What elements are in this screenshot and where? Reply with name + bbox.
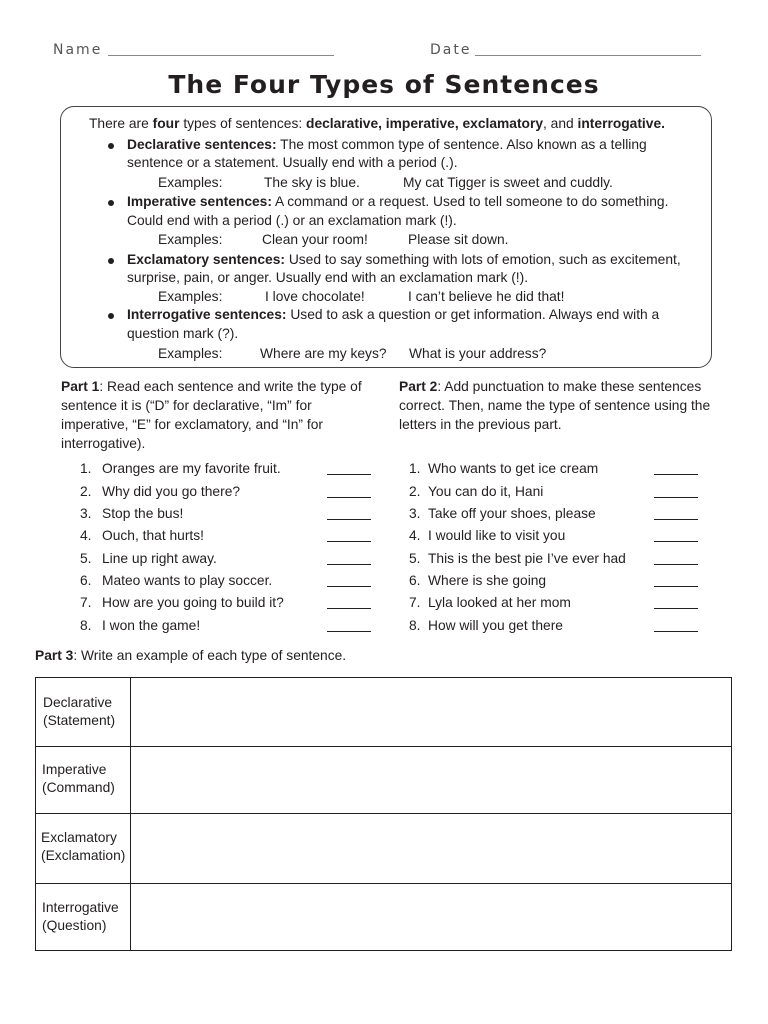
answer-cell-interrogative[interactable] [132,885,730,949]
row-label-interrogative [42,899,119,935]
part1-item-number: 4. [80,528,92,543]
answer-cell-declarative[interactable] [132,680,730,744]
bullet-icon [108,313,114,319]
date-label: Date [430,42,472,58]
part1-item-text: Oranges are my favorite fruit. [102,461,281,476]
part1-answer-blank[interactable] [327,631,371,632]
part1-answer-blank[interactable] [327,586,371,587]
part1-answer-blank[interactable] [327,608,371,609]
answer-cell-exclamatory[interactable] [132,815,730,881]
bullet-icon [108,143,114,149]
part1-item-text: How are you going to build it? [102,595,284,610]
declarative-example-2: My cat Tigger is sweet and cuddly. [403,175,613,190]
row-label-line1: Imperative [42,762,107,777]
part1-answer-blank[interactable] [327,497,371,498]
part1-instructions-line2: sentence it is (“D” for declarative, “Im” for [61,398,312,413]
interrogative-def-line1 [127,306,659,324]
part2-answer-blank[interactable] [654,586,698,587]
part2-answer-blank[interactable] [654,631,698,632]
interrogative-example-2: What is your address? [409,346,547,361]
interrogative-line1-text: Used to ask a question or get information. Always end with a [286,307,660,322]
imperative-example-2: Please sit down. [408,232,509,247]
part2-item-number: 5. [409,551,421,566]
declarative-def-line2: sentence or a statement. Usually end with a period (.). [127,155,458,170]
part1-item-text: Stop the bus! [102,506,184,521]
table-row-divider [36,746,731,747]
part1-item-number: 5. [80,551,92,566]
intro-and: , and [543,116,578,131]
part1-answer-blank[interactable] [327,474,371,475]
intro-four: four [152,116,180,131]
imperative-example-1: Clean your room! [262,232,368,247]
exclamatory-def-line1 [127,251,681,269]
imperative-def-line2: Could end with a period (.) or an exclamation mark (!). [127,213,457,228]
date-field[interactable] [475,55,701,56]
row-label-exclamatory [41,829,125,865]
exclamatory-examples-label: Examples: [158,289,223,304]
row-label-line1: Declarative [43,695,113,710]
part2-item-number: 8. [409,618,421,633]
exclamatory-example-2: I can’t believe he did that! [408,289,565,304]
exclamatory-term: Exclamatory sentences: [127,252,285,267]
part2-item-number: 6. [409,573,421,588]
row-label-line2: (Exclamation) [41,848,126,863]
part2-item-number: 1. [409,461,421,476]
declarative-examples-label: Examples: [158,175,223,190]
part1-item-text: Line up right away. [102,551,217,566]
imperative-def-line1 [127,193,668,211]
bullet-icon [108,258,114,264]
part1-item-number: 3. [80,506,92,521]
part1-item-text: Ouch, that hurts! [102,528,204,543]
part2-instructions-line3: letters in the previous part. [399,417,562,432]
row-label-declarative [43,694,115,730]
declarative-term: Declarative sentences: [127,137,277,152]
exclamatory-example-1: I love chocolate! [265,289,365,304]
name-field[interactable] [108,55,334,56]
table-row-divider [36,883,731,884]
part2-answer-blank[interactable] [654,474,698,475]
page-title: The Four Types of Sentences [168,70,600,99]
part2-answer-blank[interactable] [654,608,698,609]
table-row-divider [36,813,731,814]
part1-instructions-line4: interrogative). [61,436,146,451]
part1-item-number: 7. [80,595,92,610]
part3-label: Part 3 [35,648,74,663]
part3-instructions [35,647,346,665]
part2-item-number: 7. [409,595,421,610]
row-label-line2: (Question) [42,918,107,933]
interrogative-example-1: Where are my keys? [260,346,387,361]
part1-instructions-line1 [61,378,362,396]
table-column-divider [130,678,131,950]
declarative-line1-text: The most common type of sentence. Also known as a telling [276,137,647,152]
part2-item-text: You can do it, Hani [428,484,544,499]
exclamatory-line1-text: Used to say something with lots of emotion, such as excitement, [284,252,681,267]
part2-item-number: 2. [409,484,421,499]
declarative-def-line1 [127,136,647,154]
part1-item-text: Mateo wants to play soccer. [102,573,273,588]
part1-label: Part 1 [61,379,100,394]
bullet-icon [108,200,114,206]
answer-cell-imperative[interactable] [132,748,730,811]
part2-answer-blank[interactable] [654,564,698,565]
interrogative-def-line2: question mark (?). [127,326,239,341]
part2-line1-text: : Add punctuation to make these sentences [437,379,702,394]
part2-answer-blank[interactable] [654,497,698,498]
part1-line1-text: : Read each sentence and write the type of [99,379,362,394]
part2-item-text: This is the best pie I’ve ever had [428,551,626,566]
intro-pre: There are [89,116,153,131]
interrogative-examples-label: Examples: [158,346,223,361]
part1-item-text: Why did you go there? [102,484,241,499]
part1-instructions-line3: imperative, “E” for exclamatory, and “In” for [61,417,323,432]
row-label-imperative [42,761,115,797]
imperative-term: Imperative sentences: [127,194,272,209]
intro-mid: types of sentences: [179,116,307,131]
part2-item-text: Where is she going [428,573,547,588]
part1-item-number: 6. [80,573,92,588]
intro-last: interrogative. [577,116,665,131]
part3-text: : Write an example of each type of sentence. [73,648,347,663]
imperative-examples-label: Examples: [158,232,223,247]
row-label-line1: Exclamatory [41,830,117,845]
part2-answer-blank[interactable] [654,519,698,520]
exclamatory-def-line2: surprise, pain, or anger. Usually end with an exclamation mark (!). [127,270,529,285]
part2-instructions-line2: correct. Then, name the type of sentence using the [399,398,711,413]
row-label-line2: (Command) [42,780,115,795]
part1-answer-blank[interactable] [327,541,371,542]
part2-item-number: 4. [409,528,421,543]
part1-answer-blank[interactable] [327,519,371,520]
part2-instructions-line1 [399,378,701,396]
part2-item-text: Who wants to get ice cream [428,461,599,476]
part2-item-text: Take off your shoes, please [428,506,596,521]
part2-answer-blank[interactable] [654,541,698,542]
imperative-line1-text: A command or a request. Used to tell someone to do something. [271,194,669,209]
interrogative-term: Interrogative sentences: [127,307,287,322]
part2-item-text: Lyla looked at her mom [428,595,571,610]
row-label-line1: Interrogative [42,900,119,915]
part2-item-text: I would like to visit you [428,528,566,543]
name-label: Name [53,42,103,58]
part2-item-text: How will you get there [428,618,563,633]
part2-item-number: 3. [409,506,421,521]
part1-item-number: 2. [80,484,92,499]
part1-item-number: 1. [80,461,92,476]
declarative-example-1: The sky is blue. [264,175,360,190]
part1-item-text: I won the game! [102,618,201,633]
intro-types: declarative, imperative, exclamatory [306,116,544,131]
part1-item-number: 8. [80,618,92,633]
part1-answer-blank[interactable] [327,564,371,565]
row-label-line2: (Statement) [43,713,116,728]
part3-table [35,677,732,951]
part2-label: Part 2 [399,379,438,394]
intro-text [89,115,665,133]
